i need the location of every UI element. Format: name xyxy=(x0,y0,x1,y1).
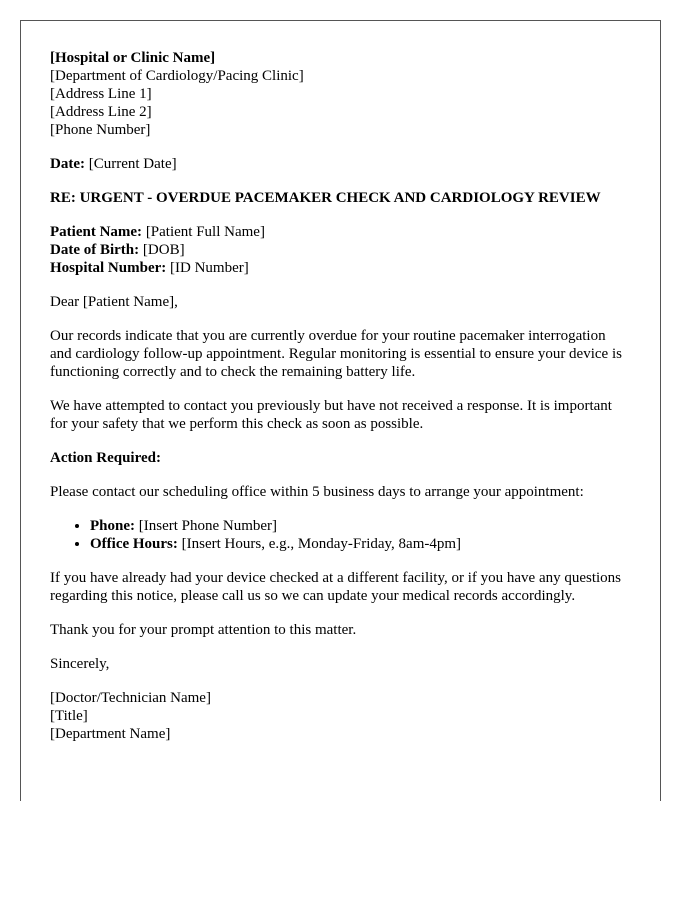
date-value: [Current Date] xyxy=(84,156,177,172)
body-paragraph-5: Thank you for your prompt attention to this matter. xyxy=(50,622,357,638)
dob-line xyxy=(50,241,630,259)
contact-hours-value: [Insert Hours, e.g., Monday-Friday, 8am-4pm] xyxy=(177,536,462,552)
signature-name: [Doctor/Technician Name] xyxy=(50,690,211,706)
body-paragraph-2: We have attempted to contact you previously but have not received a response. It is important for your safety that we perform this check as soon as possible. xyxy=(50,398,612,432)
hospital-number-label: Hospital Number: xyxy=(50,260,167,276)
action-required-heading: Action Required: xyxy=(50,450,161,466)
contact-hours-label: Office Hours: xyxy=(90,536,178,552)
body-paragraph-3: Please contact our scheduling office within 5 business days to arrange your appointment: xyxy=(50,484,584,500)
list-item-office-hours xyxy=(90,535,630,553)
letter-content xyxy=(50,49,630,759)
salutation: Dear [Patient Name], xyxy=(50,294,178,310)
contact-list xyxy=(50,517,630,553)
department-name: [Department of Cardiology/Pacing Clinic] xyxy=(50,68,304,84)
address-line-1: [Address Line 1] xyxy=(50,86,152,102)
list-item-phone xyxy=(90,517,630,535)
signature-department: [Department Name] xyxy=(50,726,171,742)
contact-phone-label: Phone: xyxy=(90,518,135,534)
hospital-number-value: [ID Number] xyxy=(166,260,249,276)
patient-name-label: Patient Name: xyxy=(50,224,143,240)
address-line-2: [Address Line 2] xyxy=(50,104,152,120)
subject-line: RE: URGENT - OVERDUE PACEMAKER CHECK AND CARDIOLOGY REVIEW xyxy=(50,190,601,206)
signature-block xyxy=(50,689,630,743)
phone-number: [Phone Number] xyxy=(50,122,151,138)
date-label: Date: xyxy=(50,156,85,172)
body-paragraph-4: If you have already had your device checked at a different facility, or if you have any questions regarding this notice, please call us so we can update your medical records accordingly. xyxy=(50,570,622,604)
letter-page xyxy=(20,20,661,801)
contact-phone-value: [Insert Phone Number] xyxy=(135,518,278,534)
date-line xyxy=(50,155,630,173)
hospital-number-line xyxy=(50,259,630,277)
dob-label: Date of Birth: xyxy=(50,242,140,258)
signature-title: [Title] xyxy=(50,708,88,724)
closing: Sincerely, xyxy=(50,656,110,672)
letterhead xyxy=(50,49,630,139)
patient-details xyxy=(50,223,630,277)
patient-name-value: [Patient Full Name] xyxy=(142,224,265,240)
body-paragraph-1: Our records indicate that you are currently overdue for your routine pacemaker interrogation and cardiology follow-up appointment. Regular monitoring is essential to ensure your device is functioning correctly and to check the remaining battery life. xyxy=(50,328,622,380)
dob-value: [DOB] xyxy=(139,242,185,258)
hospital-name: [Hospital or Clinic Name] xyxy=(50,50,216,66)
patient-name-line xyxy=(50,223,630,241)
